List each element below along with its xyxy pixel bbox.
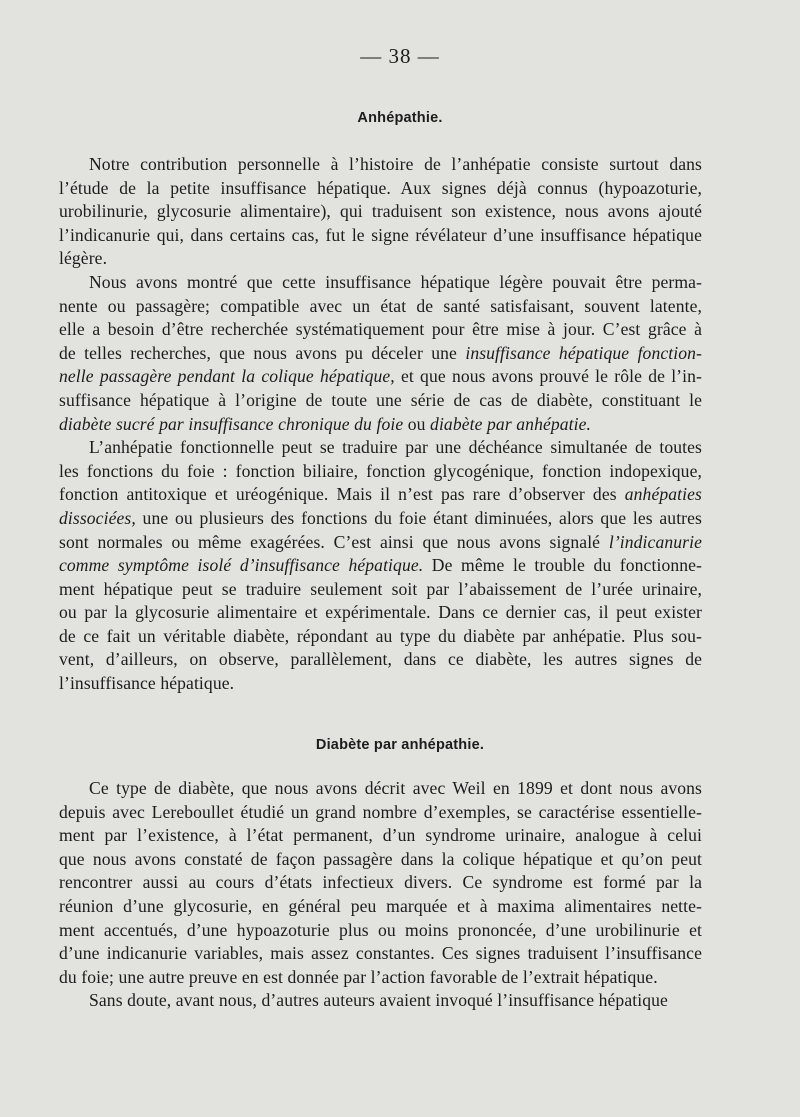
text-run: L’anhépatie fonctionnelle peut se traduire par une déchéance simultanée de toutes bbox=[89, 437, 702, 458]
text-line bbox=[59, 848, 702, 872]
paragraph bbox=[59, 271, 702, 436]
text-line bbox=[59, 919, 702, 943]
text-run: l’indicanurie qui, dans certains cas, fut le signe révélateur d’une insuffisance hépatique bbox=[59, 224, 702, 245]
text-run: l’étude de la petite insuffisance hépatique. Aux signes déjà connus (hypoazoturie, bbox=[59, 177, 702, 198]
paragraph bbox=[59, 153, 702, 271]
text-run: rencontrer aussi au cours d’états infectieux divers. Ce syndrome est formé par la bbox=[59, 872, 702, 893]
text-line bbox=[59, 531, 702, 555]
text-run: ou bbox=[403, 413, 431, 434]
italic-text: diabète sucré par insuffisance chronique du foie bbox=[59, 413, 404, 434]
text-run: d’une indicanurie variables, mais assez constantes. Ces signes traduisent l’insuffisance bbox=[59, 943, 702, 964]
text-line bbox=[59, 460, 702, 484]
text-line bbox=[59, 295, 702, 319]
paragraph bbox=[59, 777, 702, 989]
section-body-diabete-par-anhepathie bbox=[59, 777, 702, 1013]
text-run: l’insuffisance hépatique. bbox=[59, 673, 235, 694]
page-number: — 38 — bbox=[360, 44, 440, 68]
text-line bbox=[59, 483, 702, 507]
text-run: ou par la glycosurie alimentaire et expérimentale. Dans ce dernier cas, il peut exister bbox=[59, 602, 702, 623]
text-line bbox=[59, 648, 702, 672]
italic-text: diabète par anhépatie. bbox=[430, 413, 592, 434]
section-title-anhepathie: Anhépathie. bbox=[357, 110, 443, 126]
text-run: ment hépatique peut se traduire seulement soit par l’abaissement de l’urée urinaire, bbox=[59, 578, 702, 599]
text-line bbox=[59, 824, 702, 848]
text-line bbox=[59, 966, 702, 990]
text-line bbox=[59, 625, 702, 649]
text-line bbox=[59, 389, 702, 413]
text-line bbox=[59, 554, 702, 578]
text-line bbox=[59, 436, 702, 460]
text-run: réunion d’une glycosurie, en général peu marquée et à maxima alimentaires nette- bbox=[59, 895, 702, 916]
italic-text: l’indicanurie bbox=[608, 531, 702, 552]
text-run: de ce fait un véritable diabète, répondant au type du diabète par anhépatie. Plus sou- bbox=[59, 625, 702, 646]
section-body-anhepathie bbox=[59, 153, 702, 696]
text-run: vent, d’ailleurs, on observe, parallèlement, dans ce diabète, les autres signes de bbox=[59, 649, 702, 670]
italic-text: nelle passagère pendant la colique hépatique, bbox=[59, 366, 395, 387]
text-line bbox=[59, 942, 702, 966]
text-run: depuis avec Lereboullet étudié un grand nombre d’exemples, se caractérise essentielle- bbox=[59, 801, 702, 822]
text-run: de telles recherches, que nous avons pu déceler une bbox=[59, 342, 466, 363]
section-title-diabete-par-anhepathie: Diabète par anhépathie. bbox=[315, 737, 485, 753]
text-run: Nous avons montré que cette insuffisance hépatique légère pouvait être perma- bbox=[89, 271, 702, 292]
text-line bbox=[59, 342, 702, 366]
text-line bbox=[59, 200, 702, 224]
text-run: les fonctions du foie : fonction biliaire, fonction glycogénique, fonction indopexique, bbox=[59, 460, 702, 481]
italic-text: comme symptôme isolé d’insuffisance hépatique. bbox=[59, 555, 424, 576]
text-line bbox=[59, 318, 702, 342]
text-line bbox=[59, 507, 702, 531]
paragraph bbox=[59, 436, 702, 696]
text-run: légère. bbox=[59, 248, 108, 269]
text-line bbox=[59, 777, 702, 801]
text-run: urobilinurie, glycosurie alimentaire), qui traduisent son existence, nous avons ajouté bbox=[59, 201, 702, 222]
text-run: Notre contribution personnelle à l’histoire de l’anhépatie consiste surtout dans bbox=[89, 154, 702, 174]
text-run: une ou plusieurs des fonctions du foie étant diminuées, alors que les autres bbox=[135, 507, 702, 528]
text-line bbox=[59, 672, 702, 696]
text-line bbox=[59, 365, 702, 389]
text-run: ment par l’existence, à l’état permanent, d’un syndrome urinaire, analogue à celui bbox=[59, 825, 702, 846]
text-line bbox=[59, 224, 702, 248]
text-run: Sans doute, avant nous, d’autres auteurs avaient invoqué l’insuffisance hépatique bbox=[89, 990, 668, 1011]
text-run: nente ou passagère; compatible avec un état de santé satisfaisant, souvent latente, bbox=[59, 295, 702, 316]
italic-text: anhépaties bbox=[624, 484, 702, 505]
italic-text: insuffisance hépatique fonction- bbox=[465, 342, 702, 363]
text-run: et que nous avons prouvé le rôle de l’in- bbox=[394, 366, 702, 387]
text-line bbox=[59, 247, 702, 271]
text-run: suffisance hépatique à l’origine de toute une série de cas de diabète, constituant le bbox=[59, 389, 702, 410]
text-line bbox=[59, 177, 702, 201]
text-line bbox=[59, 153, 702, 177]
text-line bbox=[59, 413, 702, 437]
italic-text: dissociées, bbox=[59, 507, 136, 528]
text-run: du foie; une autre preuve en est donnée par l’action favorable de l’extrait hépatique. bbox=[59, 966, 658, 987]
text-run: sont normales ou même exagérées. C’est ainsi que nous avons signalé bbox=[59, 531, 609, 552]
text-line bbox=[59, 895, 702, 919]
text-line bbox=[59, 989, 702, 1013]
text-run: ment accentués, d’une hypoazoturie plus ou moins prononcée, d’une urobilinurie et bbox=[59, 919, 702, 940]
text-run: fonction antitoxique et uréogénique. Mais il n’est pas rare d’observer des bbox=[59, 484, 625, 505]
paragraph bbox=[59, 989, 702, 1013]
text-line bbox=[59, 801, 702, 825]
text-run: De même le trouble du fonctionne- bbox=[423, 555, 702, 576]
text-run: Ce type de diabète, que nous avons décrit avec Weil en 1899 et dont nous avons bbox=[89, 778, 702, 798]
text-run: que nous avons constaté de façon passagère dans la colique hépatique et qu’on peut bbox=[59, 848, 702, 869]
text-run: elle a besoin d’être recherchée systématiquement pour être mise à jour. C’est grâce à bbox=[59, 319, 702, 340]
text-line bbox=[59, 601, 702, 625]
text-line bbox=[59, 871, 702, 895]
text-line bbox=[59, 271, 702, 295]
text-line bbox=[59, 578, 702, 602]
